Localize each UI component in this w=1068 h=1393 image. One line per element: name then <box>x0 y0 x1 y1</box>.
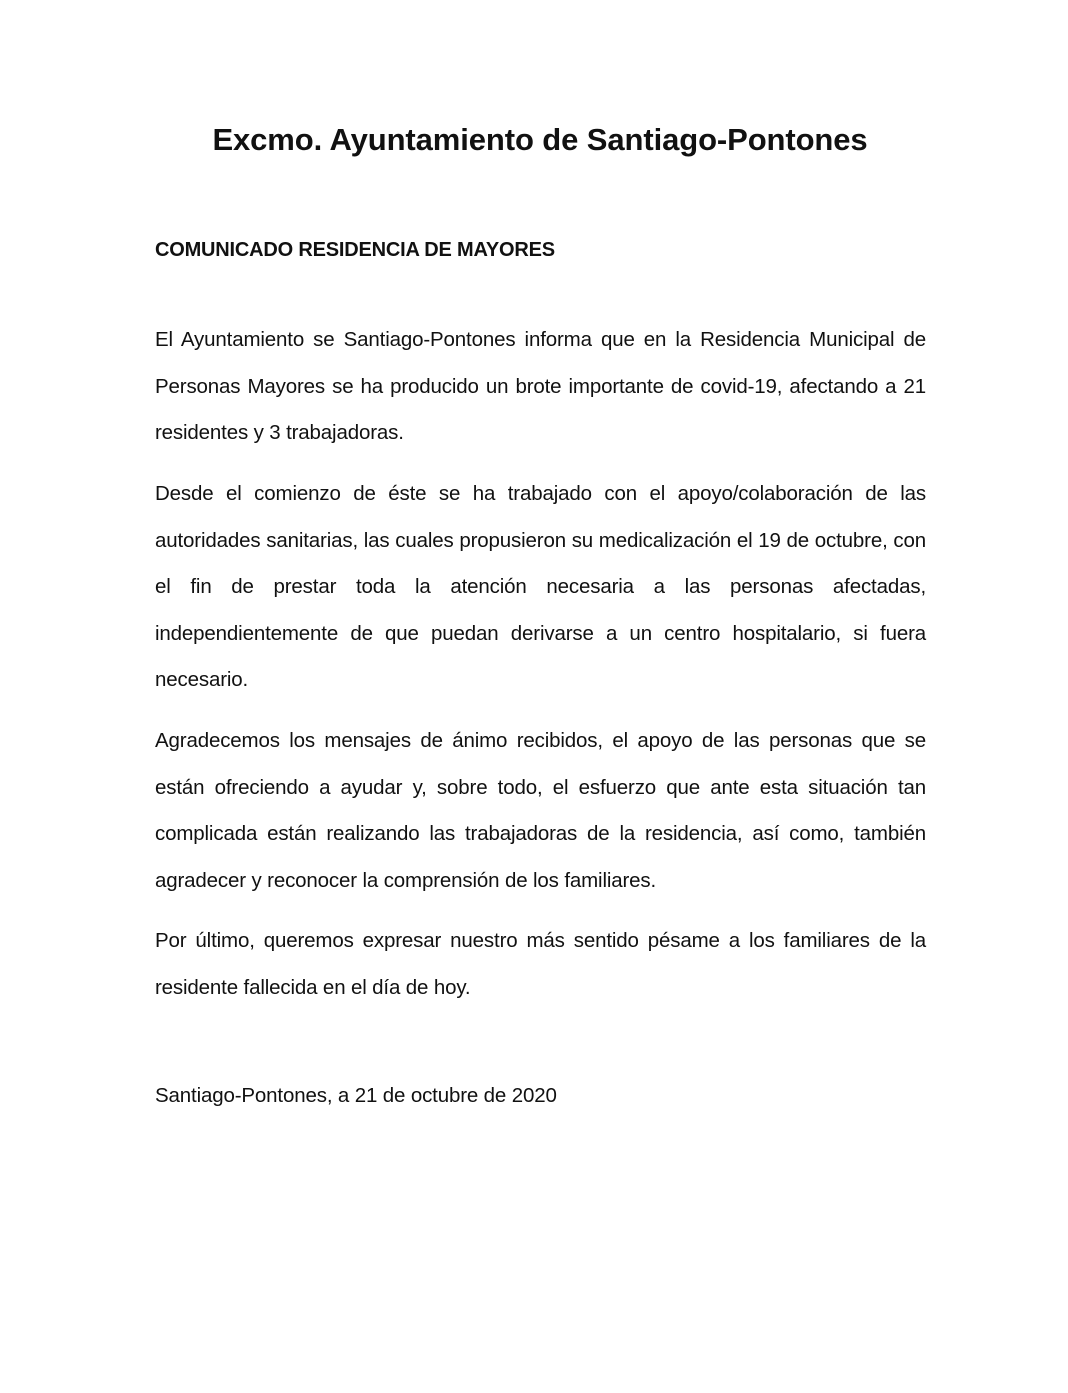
paragraph-gratitude: Agradecemos los mensajes de ánimo recibidos, el apoyo de las personas que se están ofreciendo a ayudar y, sobre todo, el esfuerzo que ante esta situación tan complicada están realizando las trabajadoras de la residencia, así como, también agradecer y reconocer la comprensión de los familiares. <box>155 729 926 892</box>
document-header: Excmo. Ayuntamiento de Santiago-Pontones <box>212 122 868 157</box>
document-subject: COMUNICADO RESIDENCIA DE MAYORES <box>155 239 555 261</box>
place-and-date: Santiago-Pontones, a 21 de octubre de 2020 <box>155 1084 557 1107</box>
paragraph-medicalization: Desde el comienzo de éste se ha trabajado con el apoyo/colaboración de las autoridades sanitarias, las cuales propusieron su medicalización el 19 de octubre, con el fin de prestar toda la atención necesaria a las personas afectadas, independientemente de que puedan derivarse a un centro hospitalario, si fuera necesario. <box>155 482 926 691</box>
paragraph-outbreak: El Ayuntamiento se Santiago-Pontones informa que en la Residencia Municipal de Personas Mayores se ha producido un brote importante de covid-19, afectando a 21 residentes y 3 trabajadoras. <box>155 328 926 444</box>
paragraph-condolences: Por último, queremos expresar nuestro más sentido pésame a los familiares de la residente fallecida en el día de hoy. <box>155 929 926 999</box>
